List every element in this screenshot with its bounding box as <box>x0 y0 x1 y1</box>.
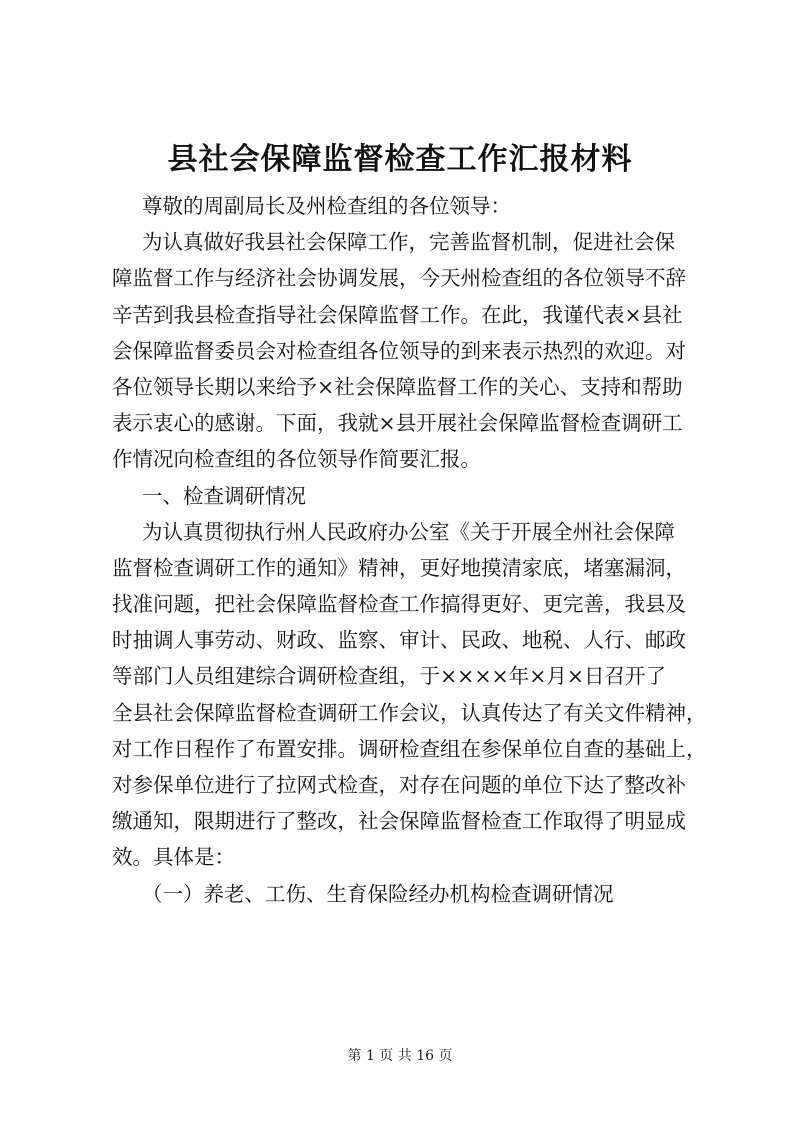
document-title: 县社会保障监督检查工作汇报材料 <box>167 142 633 177</box>
text-line: 会保障监督委员会对检查组各位领导的到来表示热烈的欢迎。对 <box>112 338 686 363</box>
text-line: （一）养老、工伤、生育保险经办机构检查调研情况 <box>142 881 614 906</box>
text-line: 对参保单位进行了拉网式检查，对存在问题的单位下达了整改补 <box>112 773 686 797</box>
text-line: 障监督工作与经济社会协调发展，今天州检查组的各位领导不辞 <box>112 266 686 291</box>
text-line: 全县社会保障监督检查调研工作会议，认真传达了有关文件精神， <box>112 700 707 725</box>
text-line: 一、检查调研情况 <box>142 483 306 508</box>
text-line: 各位领导长期以来给予×社会保障监督工作的关心、支持和帮助 <box>112 374 683 399</box>
text-line: 等部门人员组建综合调研检查组，于××××年×月×日召开了 <box>112 664 667 689</box>
text-line: 找准问题，把社会保障监督检查工作搞得更好、更完善，我县及 <box>112 592 686 617</box>
text-line: 对工作日程作了布置安排。调研检查组在参保单位自查的基础上， <box>112 736 707 761</box>
document-body <box>112 188 707 912</box>
text-line: 时抽调人事劳动、财政、监察、审计、民政、地税、人行、邮政 <box>112 628 686 653</box>
text-line: 尊敬的周副局长及州检查组的各位领导： <box>142 194 511 218</box>
text-line: 监督检查调研工作的通知》精神，更好地摸清家底，堵塞漏洞， <box>112 555 686 580</box>
text-line: 作情况向检查组的各位领导作简要汇报。 <box>112 447 481 472</box>
text-line: 表示衷心的感谢。下面，我就×县开展社会保障监督检查调研工 <box>112 411 683 436</box>
text-line: 为认真贯彻执行州人民政府办公室《关于开展全州社会保障 <box>142 519 675 544</box>
text-line: 缴通知，限期进行了整改，社会保障监督检查工作取得了明显成 <box>112 809 686 834</box>
page-footer: 第 1 页 共 16 页 <box>347 1048 453 1064</box>
text-line: 辛苦到我县检查指导社会保障监督工作。在此，我谨代表×县社 <box>112 302 683 327</box>
text-line: 为认真做好我县社会保障工作，完善监督机制，促进社会保 <box>142 230 675 255</box>
text-line: 效。具体是： <box>112 845 235 870</box>
